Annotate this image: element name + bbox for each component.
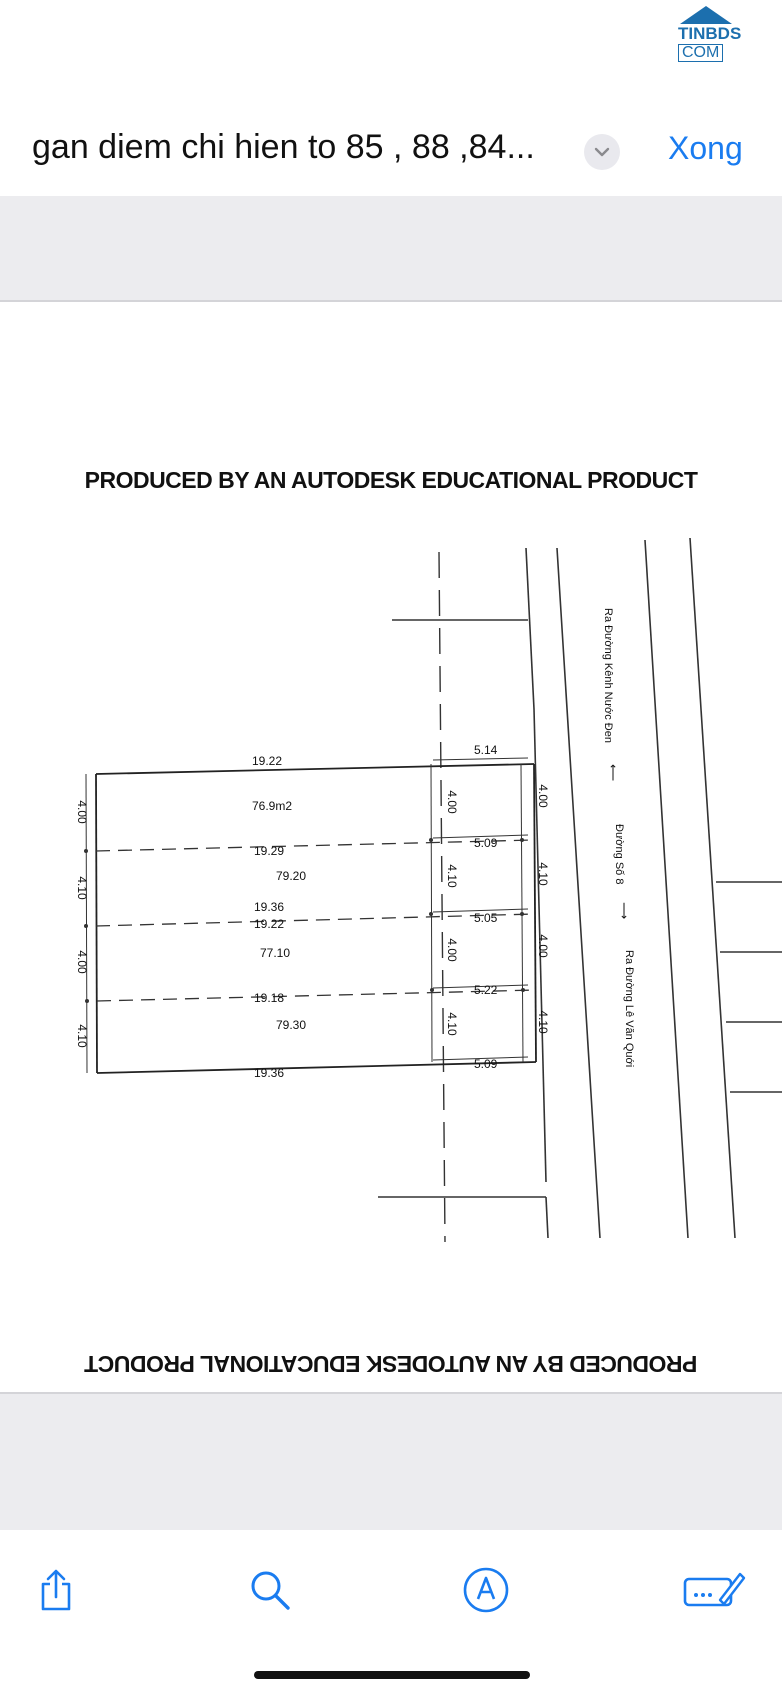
tinbds-logo: [672, 6, 740, 64]
length-label: 19.22: [252, 754, 283, 768]
signature-icon: [682, 1568, 748, 1612]
length-label: 19.22: [254, 917, 285, 931]
width-label: 4.00: [445, 790, 459, 814]
length-label: 19.36: [254, 1066, 285, 1080]
bottom-toolbar: [0, 1530, 782, 1693]
chevron-down-icon: [594, 147, 610, 157]
page-gap-bottom: [0, 1392, 782, 1530]
road-label-duong-so-8: Đường Số 8: [613, 824, 625, 885]
road-label-kenh-nuoc-den: Ra Đường Kênh Nước Đen: [602, 608, 614, 743]
width-label: 4.10: [445, 1012, 459, 1036]
area-label-1: 76.9m2: [252, 799, 293, 813]
done-button[interactable]: Xong: [668, 130, 743, 166]
frontage-label: 5.09: [474, 836, 498, 850]
banner-top: PRODUCED BY AN AUTODESK EDUCATIONAL PRODUCT: [84, 467, 698, 493]
top-bar: [0, 0, 782, 196]
markup-button[interactable]: [456, 1560, 516, 1620]
frontage-label: 5.09: [474, 1057, 498, 1071]
width-label: 4.10: [445, 864, 459, 888]
length-label: 19.29: [254, 844, 285, 858]
logo-text-top: TINBDS: [678, 24, 742, 43]
frontage-label: 5.05: [474, 911, 498, 925]
width-label: 4.10: [536, 1010, 550, 1034]
house-roof-icon: [680, 6, 732, 24]
width-label: 4.10: [536, 862, 550, 886]
site-plan-drawing: [0, 302, 782, 1392]
length-label: 19.36: [254, 900, 285, 914]
arrow-glyph: ⟵: [606, 764, 620, 782]
width-label: 4.00: [536, 934, 550, 958]
frontage-label: 5.22: [474, 983, 498, 997]
width-label: 4.10: [75, 876, 89, 900]
share-button[interactable]: [26, 1560, 86, 1620]
frontage-label: 5.14: [474, 743, 498, 757]
signature-button[interactable]: [680, 1560, 750, 1620]
search-icon: [248, 1568, 292, 1612]
banner-bottom-upside-down: PRODUCED BY AN AUTODESK EDUCATIONAL PRODUCT: [84, 1351, 698, 1377]
document-title[interactable]: gan diem chi hien to 85 , 88 ,84...: [32, 128, 535, 166]
road-label-le-van-quoi: Ra Đường Lê Văn Quới: [623, 950, 635, 1068]
area-label-3: 77.10: [260, 946, 291, 960]
title-menu-button[interactable]: [584, 134, 620, 170]
search-button[interactable]: [240, 1560, 300, 1620]
markup-pen-icon: [462, 1566, 510, 1614]
area-label-2: 79.20: [276, 869, 307, 883]
pdf-page: [0, 302, 782, 1392]
width-label: 4.10: [75, 1024, 89, 1048]
share-icon: [36, 1568, 76, 1612]
logo-text-bottom: COM: [678, 44, 723, 62]
area-label-4: 79.30: [276, 1018, 307, 1032]
page-gap-top: [0, 196, 782, 302]
width-label: 4.00: [75, 950, 89, 974]
length-label: 19.18: [254, 991, 285, 1005]
home-indicator[interactable]: [254, 1671, 530, 1679]
width-label: 4.00: [536, 784, 550, 808]
width-label: 4.00: [445, 938, 459, 962]
width-label: 4.00: [75, 800, 89, 824]
arrow-glyph: ⟶: [617, 902, 631, 920]
